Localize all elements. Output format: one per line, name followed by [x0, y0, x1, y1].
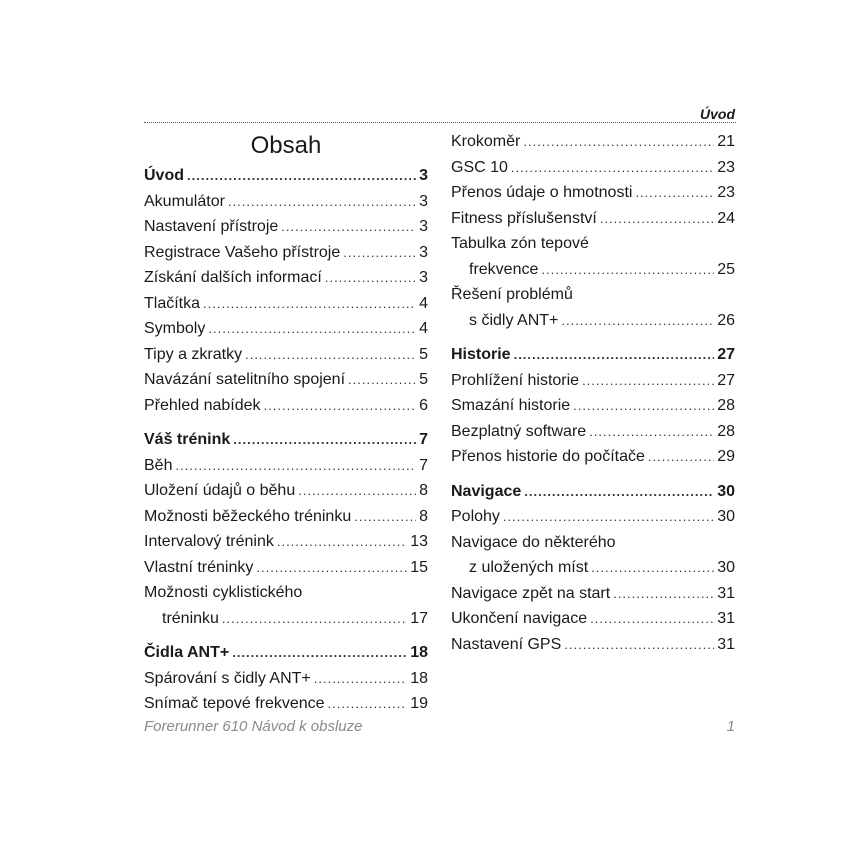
toc-entry[interactable]: Snímač tepové frekvence ..... 19: [144, 691, 428, 717]
header-rule: [144, 122, 736, 123]
toc-section-historie[interactable]: Historie ..... 27: [451, 342, 735, 368]
toc-entry[interactable]: Tipy a zkratky ..... 5: [144, 342, 428, 368]
toc-title: Obsah: [250, 132, 322, 159]
toc-entry[interactable]: Akumulátor ..... 3: [144, 189, 428, 215]
toc-entry[interactable]: GSC 10 ..... 23: [451, 155, 735, 181]
toc-entry[interactable]: Získání dalších informací ..... 3: [144, 265, 428, 291]
toc-entry[interactable]: Polohy ..... 30: [451, 504, 735, 530]
toc-entry[interactable]: Registrace Vašeho přístroje ..... 3: [144, 240, 428, 266]
footer-page-number: 1: [726, 718, 735, 735]
running-head: Úvod: [700, 106, 735, 122]
toc-entry[interactable]: Běh ..... 7: [144, 453, 428, 479]
toc-column-left: [144, 129, 428, 717]
toc-entry[interactable]: Přehled nabídek ..... 6: [144, 393, 428, 419]
toc-entry[interactable]: Možnosti běžeckého tréninku ..... 8: [144, 504, 428, 530]
toc-entry-multiline[interactable]: Možnosti cyklistického tréninku ..... 17: [144, 580, 428, 631]
toc-entry[interactable]: Navázání satelitního spojení ..... 5: [144, 367, 428, 393]
toc-entry-multiline[interactable]: Řešení problémů s čidly ANT+ ..... 26: [451, 282, 735, 333]
toc-entry[interactable]: Uložení údajů o běhu ..... 8: [144, 478, 428, 504]
toc-entry[interactable]: Intervalový trénink ..... 13: [144, 529, 428, 555]
toc-entry[interactable]: Krokoměr ..... 21: [451, 129, 735, 155]
toc-column-right: [451, 129, 735, 657]
toc-entry[interactable]: Tlačítka ..... 4: [144, 291, 428, 317]
toc-entry[interactable]: Přenos údaje o hmotnosti ..... 23: [451, 180, 735, 206]
toc-section-cidla-ant[interactable]: Čidla ANT+ ..... 18: [144, 640, 428, 666]
toc-entry[interactable]: Přenos historie do počítače ..... 29: [451, 444, 735, 470]
toc-section-vas-trenink[interactable]: Váš trénink ..... 7: [144, 427, 428, 453]
toc-entry[interactable]: Spárování s čidly ANT+ ..... 18: [144, 666, 428, 692]
toc-entry-multiline[interactable]: Navigace do některého z uložených míst ..... 30: [451, 530, 735, 581]
toc-entry[interactable]: Ukončení navigace ..... 31: [451, 606, 735, 632]
toc-entry[interactable]: Fitness příslušenství ..... 24: [451, 206, 735, 232]
toc-entry[interactable]: Symboly ..... 4: [144, 316, 428, 342]
toc-entry[interactable]: Nastavení GPS ..... 31: [451, 632, 735, 658]
toc-entry[interactable]: Prohlížení historie ..... 27: [451, 368, 735, 394]
toc-entry-multiline[interactable]: Tabulka zón tepové frekvence ..... 25: [451, 231, 735, 282]
toc-entry[interactable]: Vlastní tréninky ..... 15: [144, 555, 428, 581]
toc-entry[interactable]: Navigace zpět na start ..... 31: [451, 581, 735, 607]
toc-entry[interactable]: Nastavení přístroje ..... 3: [144, 214, 428, 240]
toc-section-uvod[interactable]: Úvod ..... 3: [144, 163, 428, 189]
toc-entry[interactable]: Smazání historie ..... 28: [451, 393, 735, 419]
toc-section-navigace[interactable]: Navigace ..... 30: [451, 479, 735, 505]
footer-manual-title: Forerunner 610 Návod k obsluze: [144, 718, 363, 735]
toc-entry[interactable]: Bezplatný software ..... 28: [451, 419, 735, 445]
